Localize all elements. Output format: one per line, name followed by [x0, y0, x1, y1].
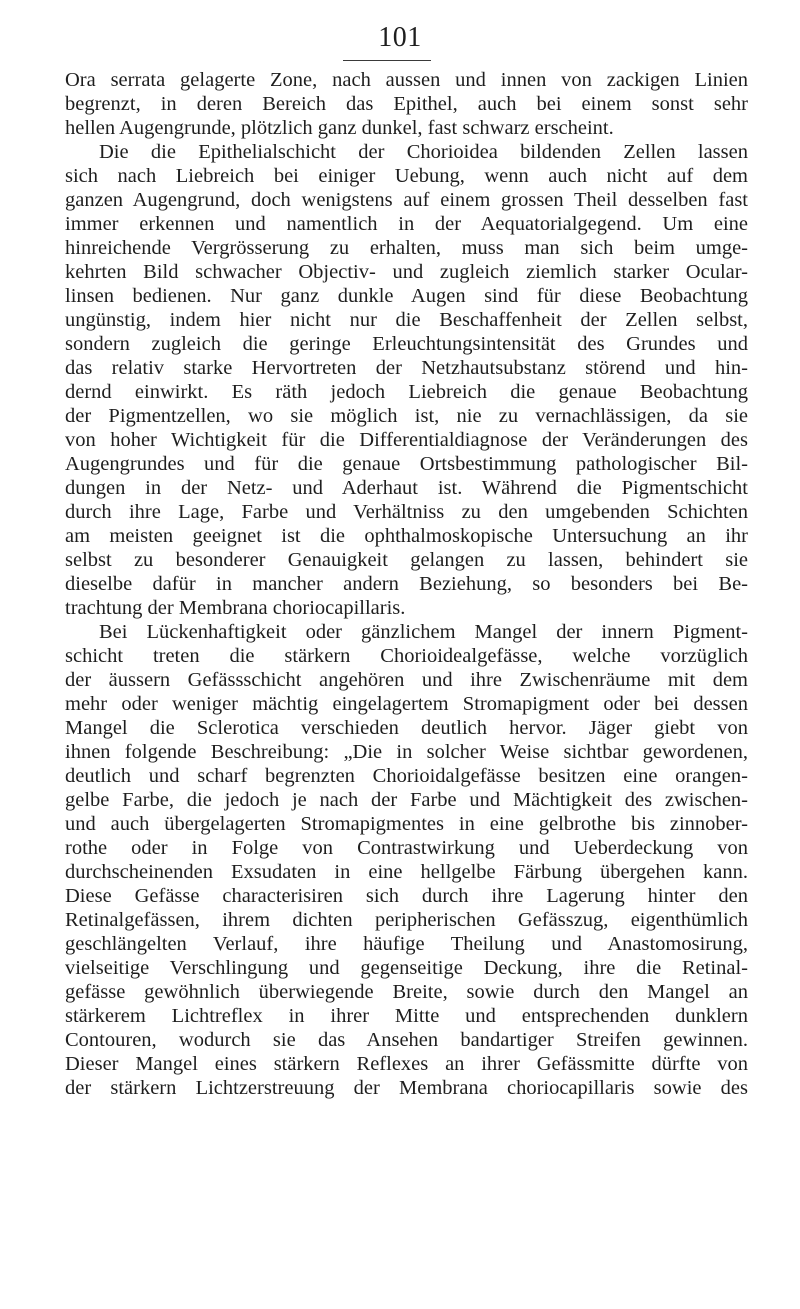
text-line: selbst zu besonderer Genauigkeit gelangen zu lassen, behindert sie: [65, 549, 748, 571]
text-line: gelbe Farbe, die jedoch je nach der Farbe und Mächtigkeit des zwischen-: [65, 789, 748, 811]
text-line: trachtung der Membrana choriocapillaris.: [65, 597, 406, 619]
text-line: und auch übergelagerten Stromapigmentes in eine gelbrothe bis zinnober-: [65, 813, 748, 835]
text-line: hellen Augengrunde, plötzlich ganz dunkel, fast schwarz erscheint.: [65, 117, 614, 139]
text-line: kehrten Bild schwacher Objectiv- und zugleich ziemlich starker Ocular-: [65, 261, 748, 283]
text-line: ganzen Augengrund, doch wenigstens auf einem grossen Theil desselben fast: [65, 189, 748, 211]
text-line: dungen in der Netz- und Aderhaut ist. Während die Pigmentschicht: [65, 477, 748, 499]
text-line: durch ihre Lage, Farbe und Verhältniss zu den umgebenden Schichten: [65, 501, 748, 523]
page-number-rule: [343, 60, 431, 61]
text-line: schicht treten die stärkern Chorioidealgefässe, welche vorzüglich: [65, 645, 748, 667]
text-line: von hoher Wichtigkeit für die Differentialdiagnose der Veränderungen des: [65, 429, 748, 451]
text-line: gefässe gewöhnlich überwiegende Breite, sowie durch den Mangel an: [65, 981, 748, 1003]
text-line: deutlich und scharf begrenzten Chorioidalgefässe besitzen eine orangen-: [65, 765, 748, 787]
text-line: dernd einwirkt. Es räth jedoch Liebreich die genaue Beobachtung: [65, 381, 748, 403]
text-line: Retinalgefässen, ihrem dichten peripherischen Gefässzug, eigenthümlich: [65, 909, 748, 931]
text-line: Contouren, wodurch sie das Ansehen bandartiger Streifen gewinnen.: [65, 1029, 748, 1051]
text-line: mehr oder weniger mächtig eingelagertem Stromapigment oder bei dessen: [65, 693, 748, 715]
text-line: Die die Epithelialschicht der Chorioidea bildenden Zellen lassen: [99, 141, 748, 163]
text-line: sondern zugleich die geringe Erleuchtungsintensität des Grundes und: [65, 333, 748, 355]
text-line: rothe oder in Folge von Contrastwirkung und Ueberdeckung von: [65, 837, 748, 859]
text-line: der stärkern Lichtzerstreuung der Membrana choriocapillaris sowie des: [65, 1077, 748, 1099]
text-line: geschlängelten Verlauf, ihre häufige Theilung und Anastomosirung,: [65, 933, 748, 955]
text-line: Dieser Mangel eines stärkern Reflexes an ihrer Gefässmitte dürfte von: [65, 1053, 748, 1075]
text-line: begrenzt, in deren Bereich das Epithel, auch bei einem sonst sehr: [65, 93, 748, 115]
text-line: ungünstig, indem hier nicht nur die Beschaffenheit der Zellen selbst,: [65, 309, 748, 331]
text-line: hinreichende Vergrösserung zu erhalten, muss man sich beim umge-: [65, 237, 748, 259]
text-line: Ora serrata gelagerte Zone, nach aussen und innen von zackigen Linien: [65, 69, 748, 91]
text-line: der äussern Gefässschicht angehören und ihre Zwischenräume mit dem: [65, 669, 748, 691]
text-line: Bei Lückenhaftigkeit oder gänzlichem Mangel der innern Pigment-: [99, 621, 748, 643]
text-line: vielseitige Verschlingung und gegenseitige Deckung, ihre die Retinal-: [65, 957, 748, 979]
page-number: 101: [378, 22, 422, 53]
text-line: immer erkennen und namentlich in der Aequatorialgegend. Um eine: [65, 213, 748, 235]
text-line: der Pigmentzellen, wo sie möglich ist, nie zu vernachlässigen, da sie: [65, 405, 748, 427]
text-line: Mangel die Sclerotica verschieden deutlich hervor. Jäger giebt von: [65, 717, 748, 739]
text-line: Diese Gefässe characterisiren sich durch ihre Lagerung hinter den: [65, 885, 748, 907]
text-line: ihnen folgende Beschreibung: „Die in solcher Weise sichtbar gewordenen,: [65, 741, 748, 763]
text-line: Augengrundes und für die genaue Ortsbestimmung pathologischer Bil-: [65, 453, 748, 475]
text-line: durchscheinenden Exsudaten in eine hellgelbe Färbung übergehen kann.: [65, 861, 748, 883]
text-line: dieselbe dafür in mancher andern Beziehung, so besonders bei Be-: [65, 573, 748, 595]
text-line: linsen bedienen. Nur ganz dunkle Augen sind für diese Beobachtung: [65, 285, 748, 307]
text-line: sich nach Liebreich bei einiger Uebung, wenn auch nicht auf dem: [65, 165, 748, 187]
text-line: stärkerem Lichtreflex in ihrer Mitte und entsprechenden dunklern: [65, 1005, 748, 1027]
body-text: [65, 68, 748, 1100]
text-line: das relativ starke Hervortreten der Netzhautsubstanz störend und hin-: [65, 357, 748, 379]
text-line: am meisten geeignet ist die ophthalmoskopische Untersuchung an ihr: [65, 525, 748, 547]
